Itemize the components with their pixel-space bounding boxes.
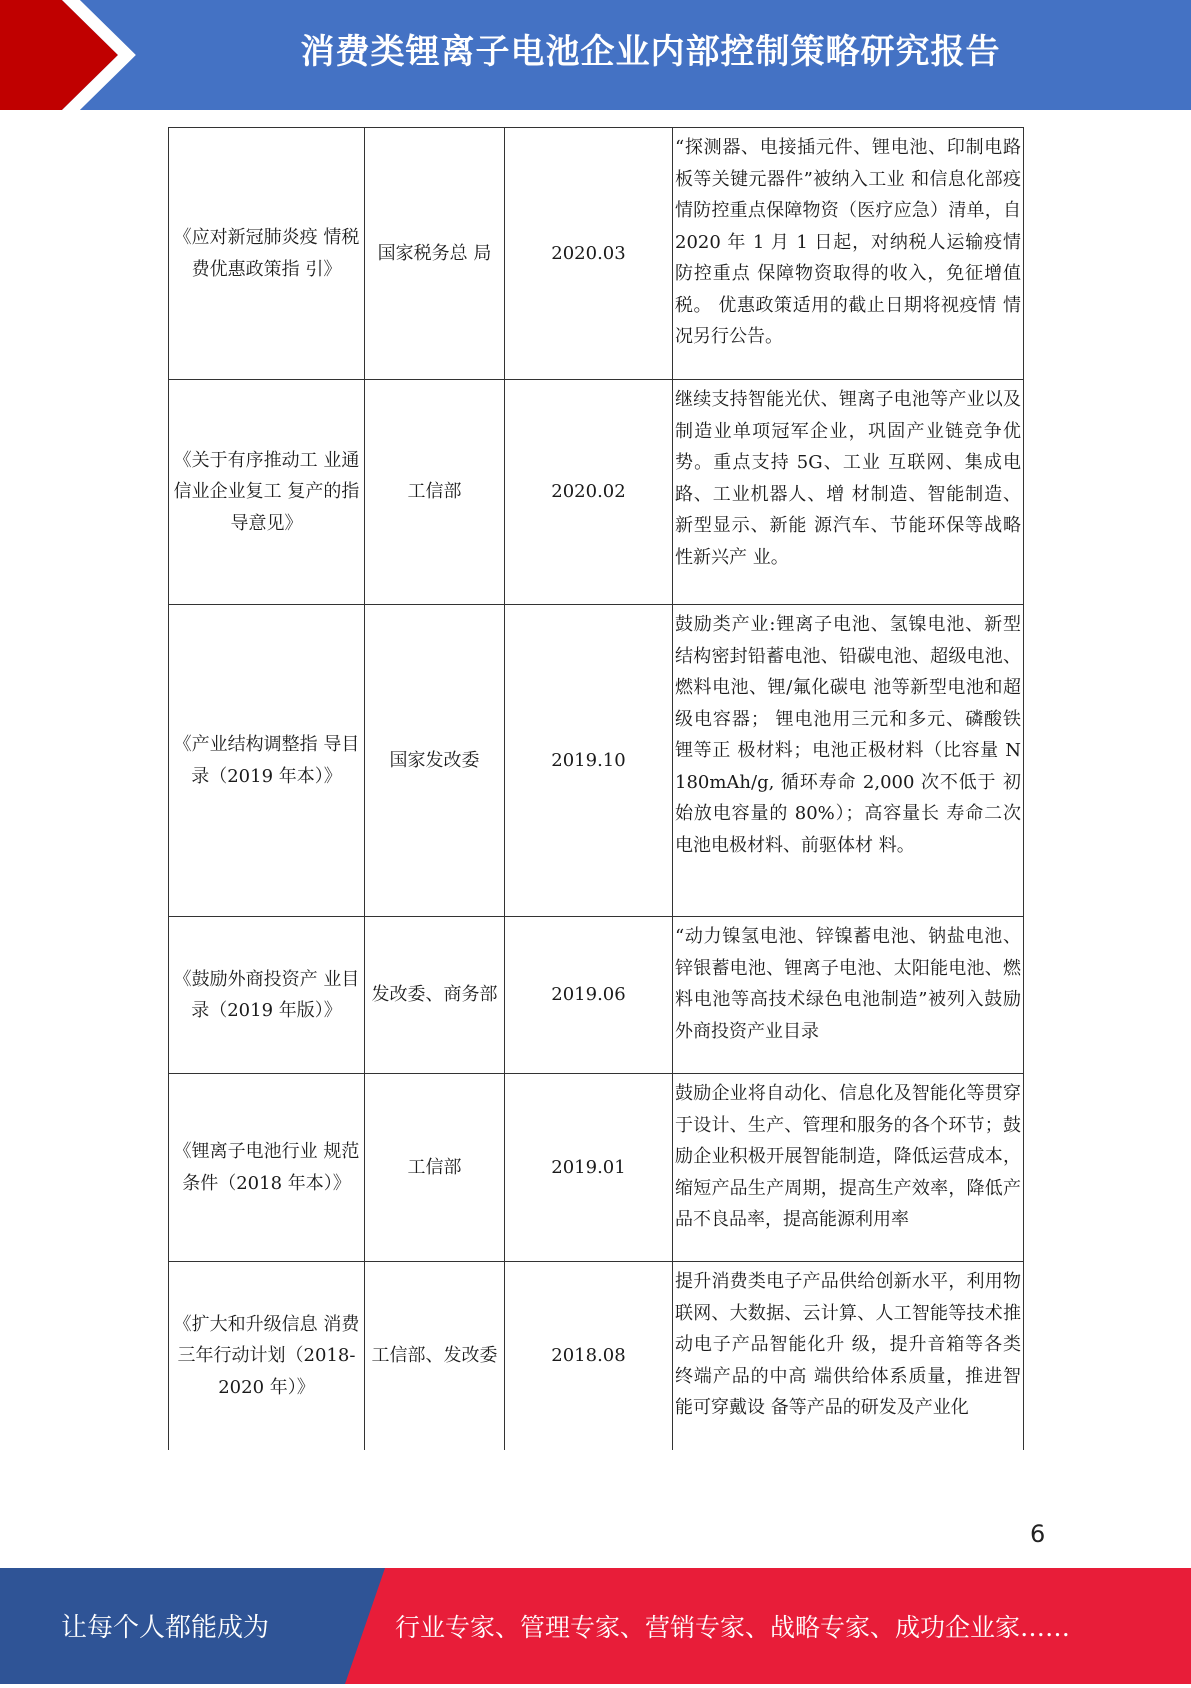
- issue-date-cell: 2019.10: [505, 605, 673, 917]
- policy-content-cell: “动力镍氢电池、锌镍蓄电池、钠盐电池、锌银蓄电池、锂离子电池、太阳能电池、燃料电池等高技术绿色电池制造”被列入鼓励外商投资产业目录: [673, 917, 1024, 1074]
- footer-slogan-left: 让每个人都能成为: [60, 1613, 269, 1643]
- issue-date-cell: 2020.02: [505, 380, 673, 605]
- issuing-authority-cell: 工信部: [365, 1074, 505, 1262]
- table-row: [169, 1262, 1024, 1450]
- issue-date-cell: 2019.06: [505, 917, 673, 1074]
- issuing-authority-cell: 发改委、商务部: [365, 917, 505, 1074]
- policy-content-cell: 鼓励类产业:锂离子电池、氢镍电池、新型结构密封铅蓄电池、铅碳电池、超级电池、燃料电池、锂/氟化碳电 池等新型电池和超级电容器； 锂电池用三元和多元、磷酸铁锂等正 极材料；电池正极材料（比容量 N 180mAh/g, 循环寿命 2,000 次不低于 初始放电容量的 80%）；高容量长 寿命二次电池电极材料、前驱体材 料。: [673, 605, 1024, 917]
- header-arrow-decoration: [0, 0, 140, 110]
- issue-date-cell: 2019.01: [505, 1074, 673, 1262]
- page-header: [0, 0, 1191, 110]
- policy-name-cell: 《锂离子电池行业 规范条件（2018 年本）》: [169, 1074, 365, 1262]
- policy-name-cell: 《扩大和升级信息 消费三年行动计划（2018-2020 年）》: [169, 1262, 365, 1450]
- policy-name-cell: 《产业结构调整指 导目录（2019 年本）》: [169, 605, 365, 917]
- issuing-authority-cell: 国家税务总 局: [365, 128, 505, 380]
- issuing-authority-cell: 工信部: [365, 380, 505, 605]
- table-row: [169, 128, 1024, 380]
- issuing-authority-cell: 国家发改委: [365, 605, 505, 917]
- page-footer: [0, 1568, 1191, 1684]
- issuing-authority-cell: 工信部、发改委: [365, 1262, 505, 1450]
- footer-slogan-right: 行业专家、管理专家、营销专家、战略专家、成功企业家……: [395, 1613, 1071, 1642]
- page-number: 6: [1030, 1520, 1046, 1548]
- policy-content-cell: 鼓励企业将自动化、信息化及智能化等贯穿于设计、生产、管理和服务的各个环节；鼓励企业积极开展智能制造，降低运营成本，缩短产品生产周期，提高生产效率，降低产品不良品率，提高能源利用率: [673, 1074, 1024, 1262]
- document-title: 消费类锂离子电池企业内部控制策略研究报告: [300, 32, 1001, 72]
- table-row: [169, 1074, 1024, 1262]
- policy-content-cell: 继续支持智能光伏、锂离子电池等产业以及制造业单项冠军企业，巩固产业链竞争优势。重点支持 5G、工业 互联网、集成电路、工业机器人、增 材制造、智能制造、新型显示、新能 源汽车、节能环保等战略性新兴产 业。: [673, 380, 1024, 605]
- table-row: [169, 380, 1024, 605]
- policy-name-cell: 《关于有序推动工 业通信业企业复工 复产的指导意见》: [169, 380, 365, 605]
- policy-content-cell: “探测器、电接插元件、锂电池、印制电路板等关键元器件”被纳入工业 和信息化部疫情防控重点保障物资（医疗应急）清单，自 2020 年 1 月 1 日起，对纳税人运输疫情防控重点 保障物资取得的收入，免征增值税。 优惠政策适用的截止日期将视疫情 情况另行公告。: [673, 128, 1024, 380]
- policy-table: [168, 127, 1024, 1450]
- policy-content-cell: 提升消费类电子产品供给创新水平，利用物联网、大数据、云计算、人工智能等技术推动电子产品智能化升 级，提升音箱等各类终端产品的中高 端供给体系质量，推进智能可穿戴设 备等产品的研发及产业化: [673, 1262, 1024, 1450]
- table-row: [169, 917, 1024, 1074]
- policy-name-cell: 《鼓励外商投资产 业目录（2019 年版）》: [169, 917, 365, 1074]
- policy-name-cell: 《应对新冠肺炎疫 情税费优惠政策指 引》: [169, 128, 365, 380]
- table-row: [169, 605, 1024, 917]
- issue-date-cell: 2018.08: [505, 1262, 673, 1450]
- issue-date-cell: 2020.03: [505, 128, 673, 380]
